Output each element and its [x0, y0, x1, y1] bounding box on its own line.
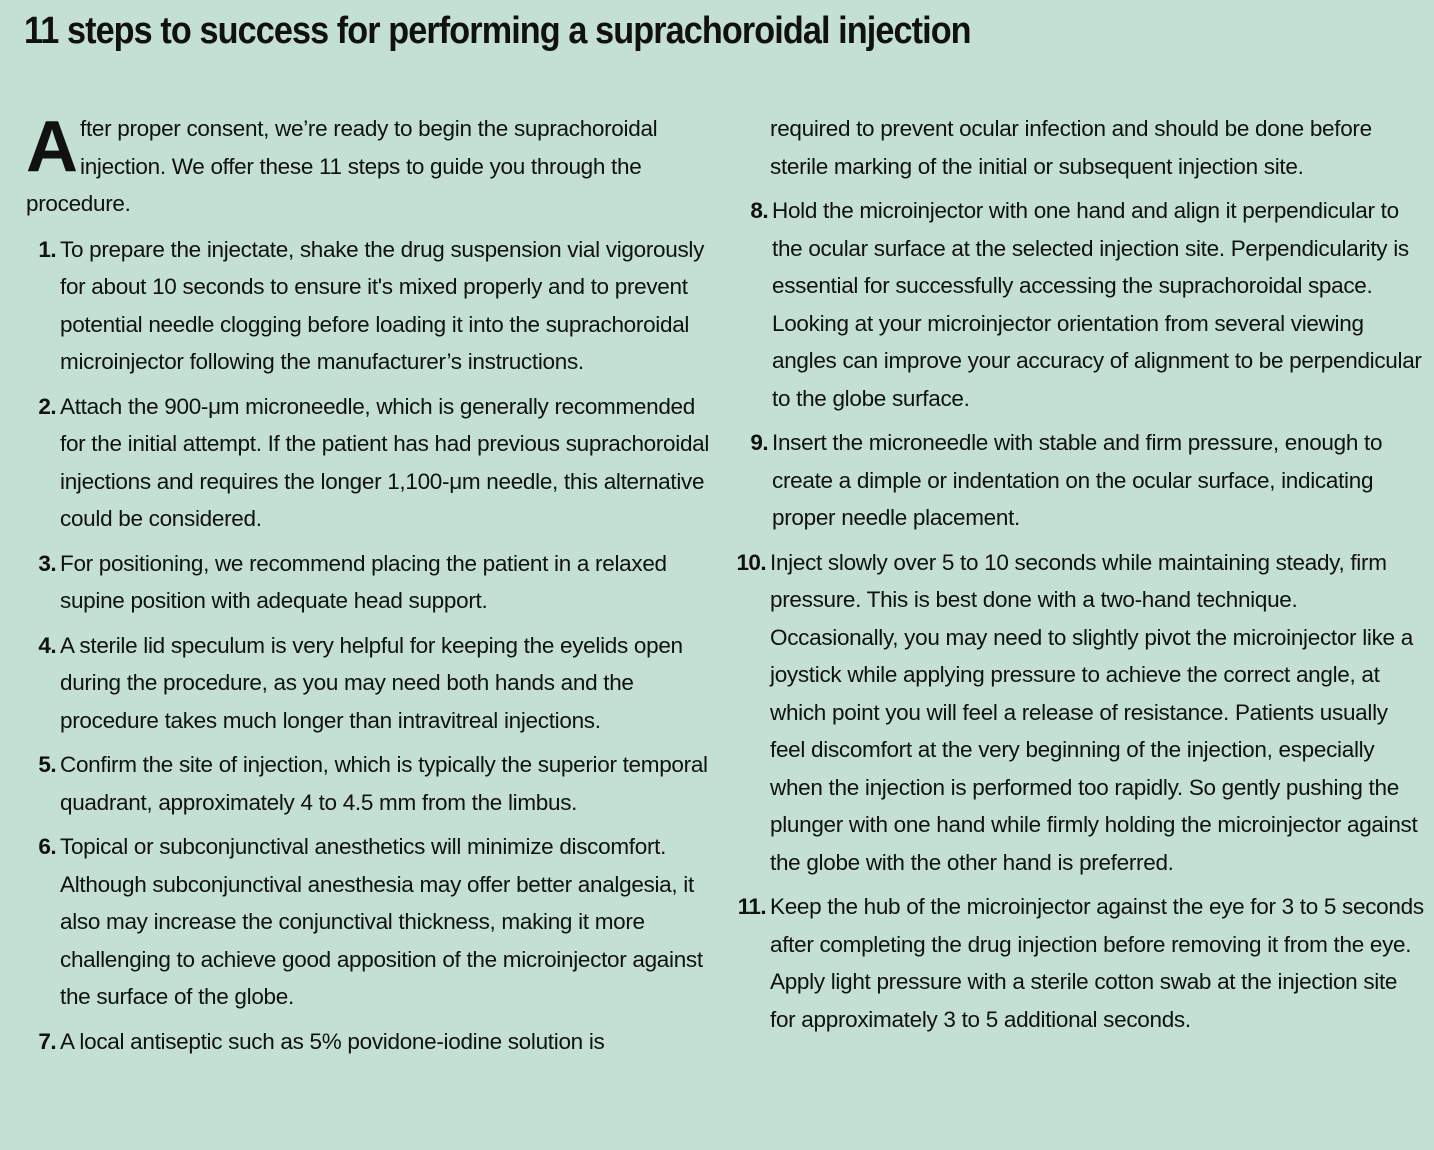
step-number: 1. — [38, 236, 56, 262]
step-number: 4. — [38, 632, 56, 658]
step-10 — [734, 544, 1424, 882]
step-text: Topical or subconjunctival anesthetics will minimize discomfort. Although subconjunctival anesthesia may offer better analgesia, it also may increase the conjunctival thickness, making it more challenging to achieve good apposition of the microinjector against the surface of the globe. — [60, 834, 703, 1009]
step-11 — [734, 888, 1424, 1038]
step-9 — [734, 424, 1424, 537]
step-text: For positioning, we recommend placing the patient in a relaxed supine position with adequate head support. — [60, 550, 667, 613]
step-number: 3. — [38, 550, 56, 576]
step-number: 7. — [38, 1028, 56, 1054]
step-number: 2. — [38, 393, 56, 419]
step-number: 8. — [750, 198, 768, 223]
step-number: 11. — [737, 894, 766, 919]
step-text: To prepare the injectate, shake the drug suspension vial vigorously for about 10 seconds to ensure it's mixed properly and to prevent potential needle clogging before loading it into the suprachoroidal microinjector following the manufacturer’s instructions. — [60, 236, 705, 374]
step-1 — [26, 231, 716, 381]
step-number: 5. — [38, 752, 56, 777]
right-column — [734, 110, 1424, 1045]
step-2 — [26, 388, 716, 538]
intro-text: fter proper consent, we’re ready to begin the suprachoroidal injection. We offer these 11 steps to guide you through the procedure. — [26, 116, 658, 216]
step-5 — [26, 746, 716, 821]
page-title: 11 steps to success for performing a suprachoroidal injection — [24, 10, 971, 52]
step-text: Keep the hub of the microinjector against the eye for 3 to 5 seconds after completing the drug injection before removing it from the eye. Apply light pressure with a sterile cotton swab at the injection site for approximately 3 to 5 additional seconds. — [770, 894, 1424, 1032]
intro-paragraph — [26, 107, 716, 223]
step-3 — [26, 545, 716, 620]
step-number: 9. — [750, 430, 768, 455]
step-text: Attach the 900-μm microneedle, which is generally recommended for the initial attempt. If the patient has had previous suprachoroidal injections and requires the longer 1,100-μm needle, this alternative could be considered. — [60, 393, 710, 531]
step-text: Insert the microneedle with stable and firm pressure, enough to create a dimple or indentation on the ocular surface, indicating proper needle placement. — [772, 430, 1383, 530]
step-text: A local antiseptic such as 5% povidone-iodine solution is — [60, 1028, 605, 1054]
step-4 — [26, 627, 716, 740]
step-7-continuation: required to prevent ocular infection and should be done before sterile marking of the initial or subsequent injection site. — [770, 116, 1372, 179]
step-text: Hold the microinjector with one hand and align it perpendicular to the ocular surface at the selected injection site. Perpendicularity is essential for successfully accessing the suprachoroidal space. Looking at your microinjector orientation from several viewing angles can improve your accuracy of alignment to be perpendicular to the globe surface. — [772, 198, 1422, 411]
step-number: 6. — [38, 834, 56, 859]
step-text: Confirm the site of injection, which is typically the superior temporal quadrant, approximately 4 to 4.5 mm from the limbus. — [60, 752, 708, 815]
left-column — [26, 107, 716, 1067]
step-text: A sterile lid speculum is very helpful for keeping the eyelids open during the procedure, as you may need both hands and the procedure takes much longer than intravitreal injections. — [60, 632, 683, 733]
step-number: 10. — [736, 549, 766, 575]
step-8 — [734, 192, 1424, 417]
step-text: Inject slowly over 5 to 10 seconds while maintaining steady, firm pressure. This is best done with a two-hand technique. Occasionally, you may need to slightly pivot the microinjector like a joystick while applying pressure to achieve the correct angle, at which point you will feel a release of resistance. Patients usually feel discomfort at the very beginning of the injection, especially when the injection is performed too rapidly. So gently pushing the plunger with one hand while firmly holding the microinjector against the globe with the other hand is preferred. — [770, 549, 1418, 875]
step-6 — [26, 828, 716, 1016]
drop-cap: A — [26, 107, 76, 187]
step-7 — [26, 1023, 716, 1061]
